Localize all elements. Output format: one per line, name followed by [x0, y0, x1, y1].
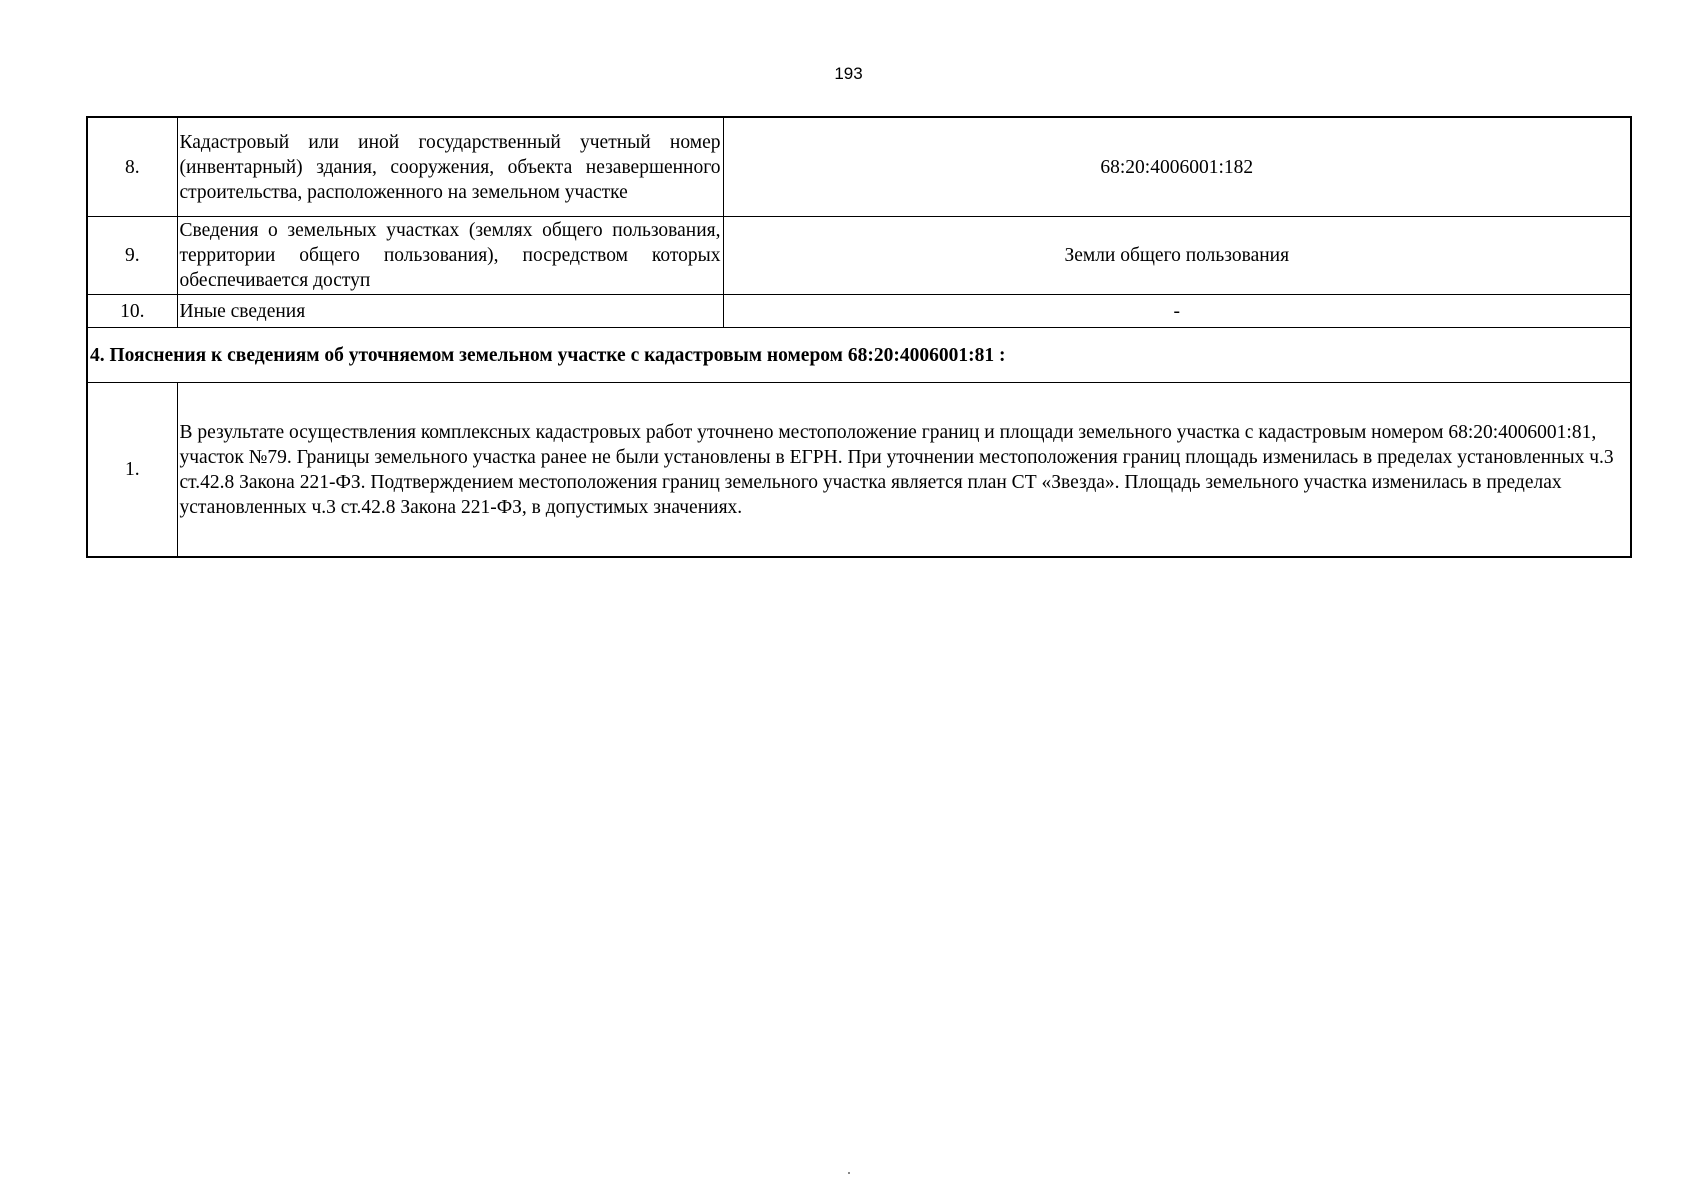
row-label: Сведения о земельных участках (землях общего пользования, территории общего пользования), посредством которых обеспечивается доступ [177, 217, 723, 295]
scan-dot-mark [848, 1172, 850, 1174]
row-value: Земли общего пользования [723, 217, 1631, 295]
row-label: Кадастровый или иной государственный учетный номер (инвентарный) здания, сооружения, объекта незавершенного строительства, расположенного на земельном участке [177, 117, 723, 217]
row-number: 8. [87, 117, 177, 217]
explanation-row [87, 383, 1631, 558]
row-number: 10. [87, 295, 177, 328]
explanation-text: В результате осуществления комплексных кадастровых работ уточнено местоположение границ и площади земельного участка с кадастровым номером 68:20:4006001:81, участок №79. Границы земельного участка ранее не были установлены в ЕГРН. При уточнении местоположения границ площадь изменилась в пределах установленных ч.3 ст.42.8 Закона 221-ФЗ. Подтверждением местоположения границ земельного участка является план СТ «Звезда». Площадь земельного участка изменилась в пределах установленных ч.3 ст.42.8 Закона 221-ФЗ, в допустимых значениях. [177, 383, 1631, 558]
table-row [87, 295, 1631, 328]
page-number: 193 [834, 64, 863, 83]
cadastral-info-table [86, 116, 1632, 558]
row-number: 9. [87, 217, 177, 295]
table-row [87, 117, 1631, 217]
row-value: - [723, 295, 1631, 328]
row-value: 68:20:4006001:182 [723, 117, 1631, 217]
section-heading: 4. Пояснения к сведениям об уточняемом земельном участке с кадастровым номером 68:20:4006001:81 : [87, 328, 1631, 383]
section-heading-row [87, 328, 1631, 383]
explanation-number: 1. [87, 383, 177, 558]
row-label: Иные сведения [177, 295, 723, 328]
table-row [87, 217, 1631, 295]
